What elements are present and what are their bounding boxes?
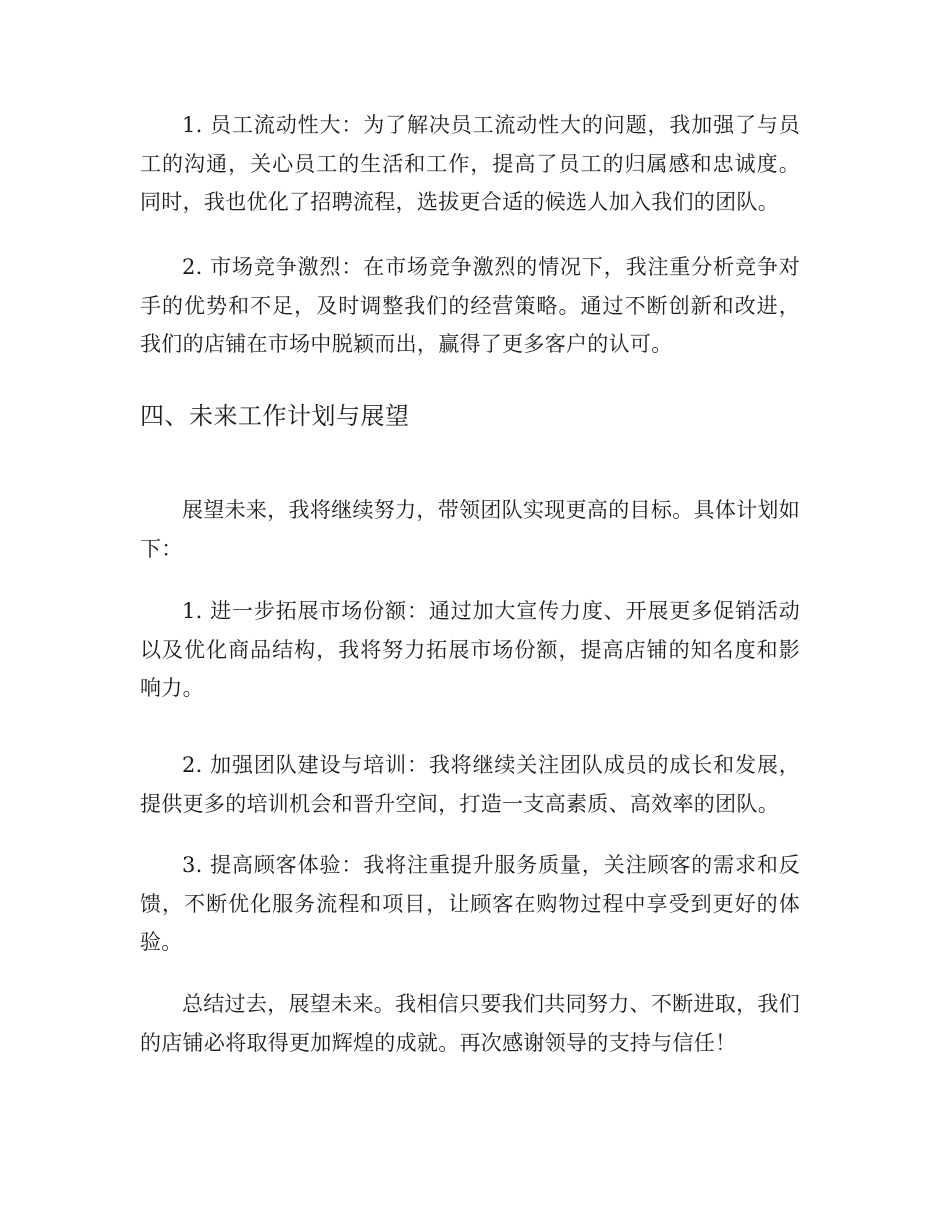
- paragraph-market-competition: 2. 市场竞争激烈：在市场竞争激烈的情况下，我注重分析竞争对手的优势和不足，及时调整我们的经营策略。通过不断创新和改进，我们的店铺在市场中脱颖而出，赢得了更多客户的认可。: [140, 255, 800, 356]
- paragraph-conclusion: 总结过去，展望未来。我相信只要我们共同努力、不断进取，我们的店铺必将取得更加辉煌的成就。再次感谢领导的支持与信任！: [140, 992, 800, 1055]
- paragraph-staff-turnover: 1. 员工流动性大：为了解决员工流动性大的问题，我加强了与员工的沟通，关心员工的生活和工作，提高了员工的归属感和忠诚度。同时，我也优化了招聘流程，选拔更合适的候选人加入我们的团队。: [140, 113, 800, 214]
- section-heading: 四、未来工作计划与展望: [140, 402, 410, 430]
- paragraph-plan-team-building: 2. 加强团队建设与培训：我将继续关注团队成员的成长和发展，提供更多的培训机会和晋升空间，打造一支高素质、高效率的团队。: [140, 753, 800, 816]
- paragraph-plan-market-share: 1. 进一步拓展市场份额：通过加大宣传力度、开展更多促销活动以及优化商品结构，我将努力拓展市场份额，提高店铺的知名度和影响力。: [140, 599, 800, 700]
- paragraph-outlook-intro: 展望未来，我将继续努力，带领团队实现更高的目标。具体计划如下：: [140, 498, 800, 561]
- paragraph-plan-customer-experience: 3. 提高顾客体验：我将注重提升服务质量，关注顾客的需求和反馈，不断优化服务流程和项目，让顾客在购物过程中享受到更好的体验。: [140, 853, 800, 954]
